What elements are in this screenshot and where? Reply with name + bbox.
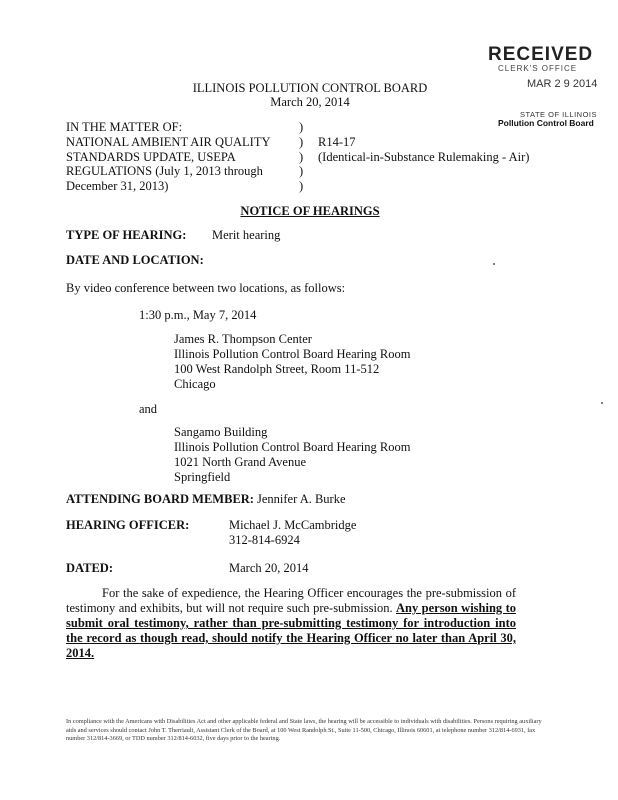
caption-line-1: IN THE MATTER OF: [66,120,183,134]
date-location-label: DATE AND LOCATION: [66,253,204,267]
type-of-hearing-value: Merit hearing [212,228,281,242]
scan-speck [493,263,495,265]
hearing-officer-name: Michael J. McCambridge [229,518,357,532]
scan-speck [601,402,603,404]
hearing-officer-phone: 312-814-6924 [229,533,300,547]
location2-line: Illinois Pollution Control Board Hearing Room [174,440,411,454]
caption-paren: ) [299,120,304,134]
caption-paren: ) [299,164,304,178]
accessibility-footnote: In compliance with the Americans with Disabilities Act and other applicable federal and State laws, the hearing will be accessible to individuals with disabilities. Persons requiring auxiliary aids and services should contact John T. Therriault, Assistant Clerk of the Board, at 100 West Randolph St., Suite 11-500, Chicago, Illinois 60601, at telephone number 312/814-6931, fax number 312/814-3669, or TDD number 312/814-6032, five days prior to the hearing. [66,718,542,742]
stamp-date: MAR 2 9 2014 [527,78,598,90]
location2-line: Springfield [174,470,231,484]
rulemaking-type: (Identical-in-Substance Rulemaking - Air) [318,150,530,164]
and-text: and [139,402,158,416]
dated-label: DATED: [66,561,113,575]
type-of-hearing-label: TYPE OF HEARING: [66,228,187,242]
location2-line: Sangamo Building [174,425,268,439]
agency-title: ILLINOIS POLLUTION CONTROL BOARD [192,81,428,95]
caption-line-5: December 31, 2013) [66,179,169,193]
location1-line: James R. Thompson Center [174,332,312,346]
caption-paren: ) [299,179,304,193]
stamp-clerks-office: CLERK'S OFFICE [498,64,578,73]
location1-line: Chicago [174,377,216,391]
board-member-value: Jennifer A. Burke [257,492,346,506]
caption-paren: ) [299,150,304,164]
hearing-officer-label: HEARING OFFICER: [66,518,190,532]
hearing-time: 1:30 p.m., May 7, 2014 [139,308,257,322]
body-plain-text: For the sake of expedience, the Hearing Officer encourages the pre-submission of testimony and exhibits, but will not require such pre-submission. [66,586,516,615]
header-date: March 20, 2014 [270,95,350,109]
body-paragraph [66,586,516,661]
caption-line-4: REGULATIONS (July 1, 2013 through [66,164,263,178]
received-stamp: RECEIVED [488,44,594,65]
stamp-state: STATE OF ILLINOIS [520,110,597,119]
location1-line: 100 West Randolph Street, Room 11-512 [174,362,380,376]
body-emphasis-text: Any person wishing to submit oral testimony, rather than pre-submitting testimony for introduction into the record as though read, should notify the Hearing Officer no later than April 30, 2014. [66,601,516,660]
location2-line: 1021 North Grand Avenue [174,455,307,469]
stamp-board: Pollution Control Board [498,118,594,128]
dated-value: March 20, 2014 [229,561,309,575]
board-member-label: ATTENDING BOARD MEMBER: [66,492,254,506]
location1-line: Illinois Pollution Control Board Hearing Room [174,347,411,361]
intro-text: By video conference between two locations, as follows: [66,281,346,295]
caption-line-2: NATIONAL AMBIENT AIR QUALITY [66,135,271,149]
caption-paren: ) [299,135,304,149]
docket-number: R14-17 [318,135,356,149]
caption-line-3: STANDARDS UPDATE, USEPA [66,150,236,164]
notice-title: NOTICE OF HEARINGS [240,204,380,218]
